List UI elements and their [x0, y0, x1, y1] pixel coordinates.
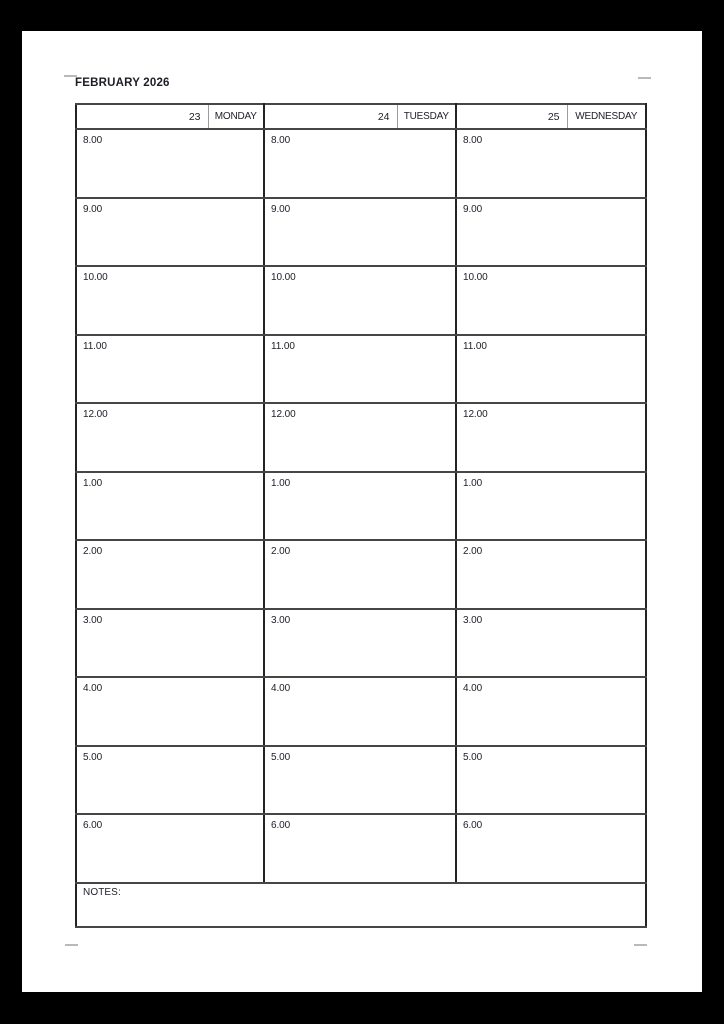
time-slot-wednesday-3.00 — [456, 609, 646, 678]
time-label: 9.00 — [463, 203, 483, 215]
crop-mark-top-right — [638, 77, 651, 79]
time-label: 11.00 — [463, 340, 487, 352]
time-label: 2.00 — [271, 546, 291, 557]
day-name-monday: MONDAY — [208, 104, 264, 129]
time-slot-tuesday-4.00 — [264, 677, 456, 746]
time-slot-wednesday-12.00 — [456, 403, 646, 472]
time-label: 5.00 — [83, 751, 103, 763]
time-label: 12.00 — [271, 409, 296, 420]
time-label: 8.00 — [271, 135, 291, 146]
day-number-wednesday: 25 — [456, 104, 567, 129]
time-label: 1.00 — [463, 477, 483, 489]
notes-cell: NOTES: — [76, 883, 646, 927]
time-slot-tuesday-1.00 — [264, 472, 456, 541]
time-label: 10.00 — [463, 272, 488, 283]
time-slot-monday-1.00 — [76, 472, 264, 541]
time-slot-monday-5.00 — [76, 746, 264, 815]
day-number-tuesday: 24 — [264, 104, 397, 129]
time-slot-wednesday-1.00 — [456, 472, 646, 541]
time-row — [76, 403, 646, 472]
time-label: 3.00 — [463, 614, 483, 626]
time-slot-tuesday-2.00 — [264, 540, 456, 609]
time-slot-wednesday-8.00 — [456, 129, 646, 198]
time-slot-tuesday-11.00 — [264, 335, 456, 404]
time-row — [76, 677, 646, 746]
time-slot-tuesday-8.00 — [264, 129, 456, 198]
time-label: 8.00 — [83, 135, 103, 146]
time-slot-monday-11.00 — [76, 335, 264, 404]
time-label: 5.00 — [463, 751, 483, 763]
crop-mark-bottom-right — [634, 944, 647, 946]
time-row — [76, 540, 646, 609]
time-row — [76, 266, 646, 335]
time-label: 4.00 — [463, 683, 483, 694]
time-slot-monday-6.00 — [76, 814, 264, 883]
time-label: 11.00 — [271, 340, 295, 352]
time-slot-monday-12.00 — [76, 403, 264, 472]
time-slot-tuesday-10.00 — [264, 266, 456, 335]
time-slot-monday-3.00 — [76, 609, 264, 678]
time-slot-monday-2.00 — [76, 540, 264, 609]
time-label: 10.00 — [83, 272, 108, 283]
time-slot-tuesday-5.00 — [264, 746, 456, 815]
planner-page — [22, 31, 702, 992]
time-label: 9.00 — [83, 203, 103, 215]
calendar-body — [76, 129, 646, 883]
time-label: 4.00 — [83, 683, 103, 694]
time-label: 12.00 — [463, 409, 488, 420]
time-label: 6.00 — [463, 820, 483, 831]
time-label: 6.00 — [83, 820, 103, 831]
time-slot-wednesday-4.00 — [456, 677, 646, 746]
time-slot-tuesday-9.00 — [264, 198, 456, 267]
time-row — [76, 814, 646, 883]
time-row — [76, 198, 646, 267]
time-slot-wednesday-11.00 — [456, 335, 646, 404]
time-label: 12.00 — [83, 409, 108, 420]
time-slot-monday-9.00 — [76, 198, 264, 267]
day-name-wednesday: WEDNESDAY — [567, 104, 646, 129]
time-slot-monday-4.00 — [76, 677, 264, 746]
time-slot-wednesday-5.00 — [456, 746, 646, 815]
time-slot-tuesday-3.00 — [264, 609, 456, 678]
day-number-monday: 23 — [76, 104, 208, 129]
time-slot-wednesday-10.00 — [456, 266, 646, 335]
time-label: 6.00 — [271, 820, 291, 831]
time-slot-tuesday-12.00 — [264, 403, 456, 472]
time-label: 4.00 — [271, 683, 291, 694]
time-slot-monday-10.00 — [76, 266, 264, 335]
time-row — [76, 746, 646, 815]
time-label: 11.00 — [83, 340, 107, 352]
time-slot-wednesday-6.00 — [456, 814, 646, 883]
time-label: 8.00 — [463, 135, 483, 146]
time-label: 9.00 — [271, 203, 291, 215]
time-slot-wednesday-9.00 — [456, 198, 646, 267]
time-slot-wednesday-2.00 — [456, 540, 646, 609]
time-label: 10.00 — [271, 272, 296, 283]
notes-row — [76, 883, 646, 927]
time-label: 2.00 — [83, 546, 103, 557]
time-row — [76, 609, 646, 678]
crop-mark-bottom-left — [65, 944, 78, 946]
weekly-planner-table — [75, 103, 647, 928]
time-label: 1.00 — [83, 477, 103, 489]
time-label: 3.00 — [271, 614, 291, 626]
time-label: 2.00 — [463, 546, 483, 557]
time-label: 3.00 — [83, 614, 103, 626]
time-row — [76, 472, 646, 541]
calendar-header-row — [76, 104, 646, 129]
time-row — [76, 129, 646, 198]
time-slot-tuesday-6.00 — [264, 814, 456, 883]
time-label: 5.00 — [271, 751, 291, 763]
day-name-tuesday: TUESDAY — [397, 104, 456, 129]
page-title: FEBRUARY 2026 — [75, 77, 170, 89]
time-row — [76, 335, 646, 404]
time-label: 1.00 — [271, 477, 291, 489]
time-slot-monday-8.00 — [76, 129, 264, 198]
